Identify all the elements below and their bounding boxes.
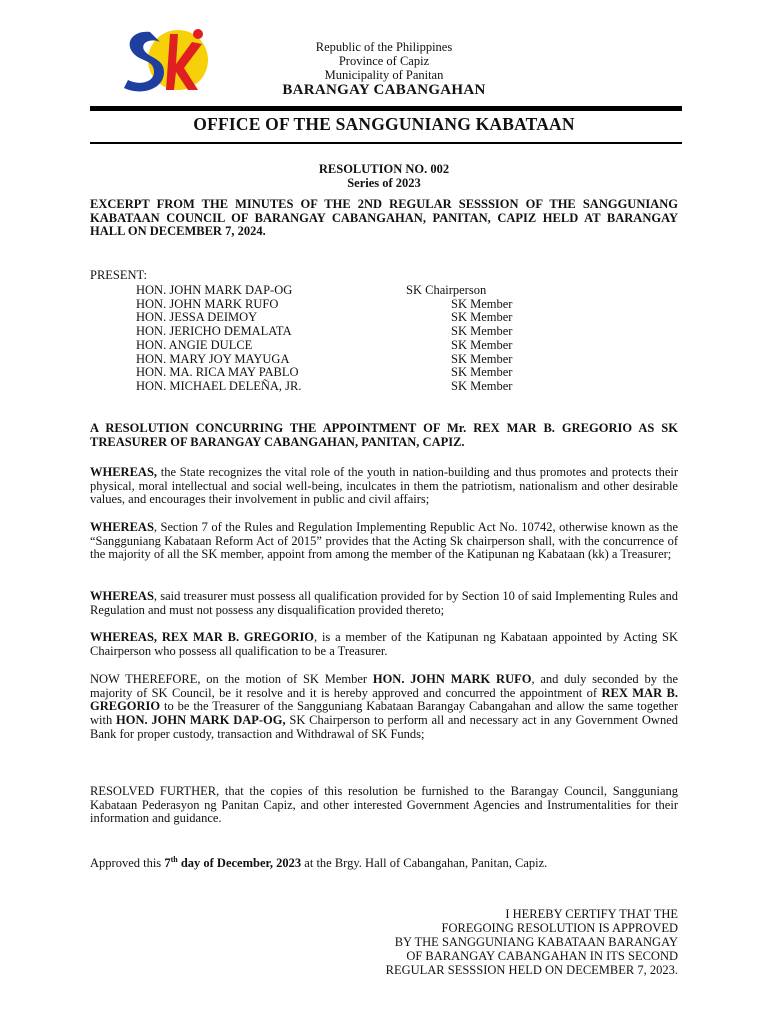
attendee-name: HON. JERICHO DEMALATA xyxy=(136,324,292,339)
attendee-name: HON. MARY JOY MAYUGA xyxy=(136,351,290,366)
nt-bold-2: REX MAR B. GREGORIO xyxy=(90,685,678,714)
nt-bold-3: HON. JOHN MARK DAP-OG, xyxy=(116,713,286,728)
resolved-further-paragraph: RESOLVED FURTHER, that the copies of this resolution be furnished to the Barangay Council, Sangguniang Kabataan Pederasyon ng Panitan Capiz, and other interested Government Agencies and Instrumentalities for their information and guidance. xyxy=(90,784,678,826)
whereas-lead: WHEREAS xyxy=(90,589,154,603)
approved-text-2: at the Brgy. Hall of Cabangahan, Panitan, Capiz. xyxy=(301,856,548,871)
logo-red-dot xyxy=(193,29,203,39)
whereas-text: , said treasurer must possess all qualification provided for by Section 10 of said Implementing Rules and Regulation and must not possess any disqualification provided thereto; xyxy=(90,589,678,617)
whereas-lead: WHEREAS, xyxy=(90,465,158,479)
resolution-number: RESOLUTION NO. 002 xyxy=(318,162,450,176)
attendee-role: SK Member xyxy=(451,310,513,325)
attendee-role: SK Chairperson xyxy=(406,283,487,297)
header-republic: Republic of the Philippines xyxy=(315,40,453,54)
attendee-name: HON. MA. RICA MAY PABLO xyxy=(136,365,299,380)
resolution-series: Series of 2023 xyxy=(347,176,421,190)
attendee-role: SK Member xyxy=(451,351,513,366)
attendee-role: SK Member xyxy=(451,365,513,380)
nt-text-1: NOW THEREFORE, on the motion of SK Member xyxy=(90,672,373,686)
header-divider-thin xyxy=(90,142,682,144)
now-therefore-paragraph xyxy=(90,673,678,742)
attendee-name: HON. JOHN MARK DAP-OG xyxy=(136,283,293,297)
certify-line: BY THE SANGGUNIANG KABATAAN BARANGAY xyxy=(394,935,678,949)
nt-text-3: to be the Treasurer of the Sangguniang Kabataan Barangay Cabangahan and allow the same together with xyxy=(90,699,678,728)
whereas-paragraph-1 xyxy=(90,466,678,507)
certify-line: OF BARANGAY CABANGAHAN IN ITS SECOND xyxy=(406,949,678,963)
header-barangay: BARANGAY CABANGAHAN xyxy=(282,82,486,98)
approved-text-1: Approved this xyxy=(90,856,165,871)
whereas-lead: WHEREAS, REX MAR B. GREGORIO xyxy=(90,630,315,644)
header-municipality: Municipality of Panitan xyxy=(324,68,444,82)
whereas-paragraph-2 xyxy=(90,521,678,562)
nt-bold-1: HON. JOHN MARK RUFO xyxy=(372,672,532,686)
approved-date: day of December, 2023 xyxy=(177,856,302,871)
whereas-paragraph-3 xyxy=(90,590,678,617)
approved-day-suffix: th xyxy=(170,855,178,864)
certify-line: FOREGOING RESOLUTION IS APPROVED xyxy=(441,921,678,935)
whereas-lead: WHEREAS xyxy=(90,520,154,534)
whereas-text: , Section 7 of the Rules and Regulation Implementing Republic Act No. 10742, otherwise known as the “Sangguniang Kabataan Reform Act of 2015” provides that the Acting Sk chairperson shall, with the concurrence of the majority of all the SK member, appoint from among the member of the Katipunan ng Kabataan (kk) a Treasurer; xyxy=(90,520,678,562)
header-province: Province of Capiz xyxy=(338,54,430,68)
attendee-name: HON. ANGIE DULCE xyxy=(136,337,253,352)
attendee-name: HON. JESSA DEIMOY xyxy=(136,310,258,325)
minutes-excerpt: EXCERPT FROM THE MINUTES OF THE 2ND REGULAR SESSSION OF THE SANGGUNIANG KABATAAN COUNCIL OF BARANGAY CABANGAHAN, PANITAN, CAPIZ HELD AT BARANGAY HALL ON DECEMBER 7, 2024. xyxy=(90,197,678,239)
nt-text-4: SK Chairperson to perform all and necessary act in any Government Owned Bank for proper custody, transaction and Withdrawal of SK Funds; xyxy=(90,713,678,741)
attendee-name: HON. MICHAEL DELEÑA, JR. xyxy=(136,378,302,393)
certify-line: I HEREBY CERTIFY THAT THE xyxy=(505,907,678,921)
attendee-role: SK Member xyxy=(451,324,513,339)
resolution-title: A RESOLUTION CONCURRING THE APPOINTMENT OF Mr. REX MAR B. GREGORIO AS SK TREASURER OF BARANGAY CABANGAHAN, PANITAN, CAPIZ. xyxy=(90,421,678,449)
whereas-paragraph-4 xyxy=(90,631,678,658)
attendee-name: HON. JOHN MARK RUFO xyxy=(136,296,279,311)
header-divider-thick xyxy=(90,106,682,111)
certify-line: REGULAR SESSSION HELD ON DECEMBER 7, 2023. xyxy=(385,963,678,977)
whereas-text: the State recognizes the vital role of the youth in nation-building and thus promotes and protects their physical, moral intellectual and social well-being, inculcates in them the patriotism, nationalism and other desirable values, and encourages their involvement in public and civil affairs; xyxy=(90,465,678,507)
attendee-role: SK Member xyxy=(451,296,513,311)
approved-day: 7 xyxy=(164,856,171,871)
approved-line xyxy=(90,853,547,870)
attendee-role: SK Member xyxy=(451,378,513,393)
attendee-role: SK Member xyxy=(451,337,513,352)
present-label: PRESENT: xyxy=(90,268,148,282)
nt-text-2: , and duly seconded by the majority of SK Council, be it resolve and it is hereby approved and concurred the appointment of xyxy=(90,672,678,700)
whereas-text: , is a member of the Katipunan ng Kabataan appointed by Acting SK Chairperson who possess all qualification to be a Treasurer. xyxy=(90,630,678,658)
office-title: OFFICE OF THE SANGGUNIANG KABATAAN xyxy=(193,114,575,134)
